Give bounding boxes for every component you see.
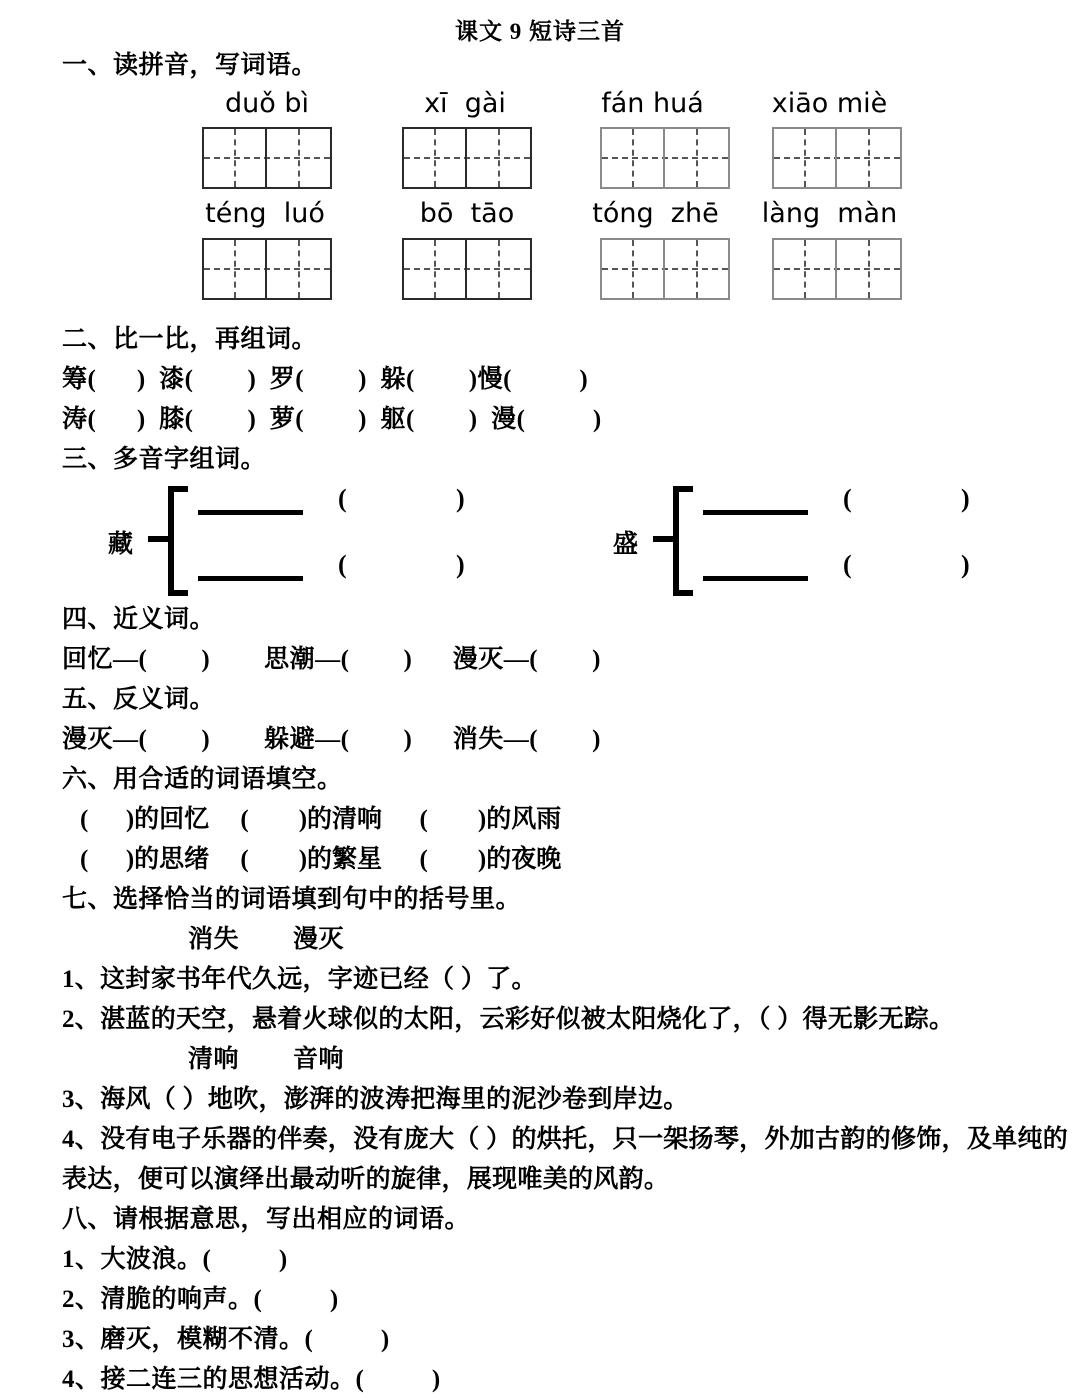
answer-line bbox=[198, 510, 303, 515]
bracket-tick bbox=[653, 536, 675, 542]
section-8-question-3: 3、磨灭，模糊不清。( ) bbox=[62, 1326, 390, 1353]
section-8-question-1: 1、大波浪。( ) bbox=[62, 1246, 288, 1273]
section-6-row-2: ( )的思绪 ( )的繁星 ( )的夜晚 bbox=[80, 846, 562, 873]
section-1-heading: 一、读拼音，写词语。 bbox=[62, 52, 318, 79]
section-2-heading: 二、比一比，再组词。 bbox=[62, 326, 318, 353]
tianzige-box bbox=[402, 127, 532, 189]
pinyin-label: duǒ bì bbox=[225, 88, 309, 119]
section-7-choices-1: 消失 漫灭 bbox=[188, 926, 345, 953]
section-7-question-1: 1、这封家书年代久远，字迹已经（ ）了。 bbox=[62, 966, 537, 993]
section-6-heading: 六、用合适的词语填空。 bbox=[62, 766, 343, 793]
answer-paren-close: ) bbox=[456, 550, 465, 579]
answer-paren-open: ( bbox=[338, 550, 347, 579]
answer-paren-open: ( bbox=[843, 550, 852, 579]
answer-paren-open: ( bbox=[843, 484, 852, 513]
section-2-row-1: 筹( ) 漆( ) 罗( ) 躲( )慢( ) bbox=[62, 366, 589, 393]
page-title: 课文 9 短诗三首 bbox=[455, 19, 625, 44]
polyphone-char-right: 盛 bbox=[613, 531, 639, 558]
section-2-row-2: 涛( ) 膝( ) 萝( ) 躯( ) 漫( ) bbox=[62, 406, 602, 433]
section-8-question-2: 2、清脆的响声。( ) bbox=[62, 1286, 339, 1313]
polyphone-char-left: 藏 bbox=[108, 531, 134, 558]
pinyin-grid-block bbox=[0, 88, 1080, 320]
bracket-tick bbox=[148, 536, 170, 542]
section-7-choices-2: 清响 音响 bbox=[188, 1046, 345, 1073]
answer-paren-close: ) bbox=[961, 550, 970, 579]
answer-line bbox=[703, 510, 808, 515]
tianzige-box bbox=[600, 127, 730, 189]
answer-paren-open: ( bbox=[338, 484, 347, 513]
tianzige-box bbox=[772, 238, 902, 300]
pinyin-label: tóng zhē bbox=[592, 198, 719, 229]
section-8-question-4: 4、接二连三的思想活动。( ) bbox=[62, 1366, 441, 1393]
section-5-heading: 五、反义词。 bbox=[62, 686, 216, 713]
polyphone-bracket-block bbox=[0, 480, 1080, 600]
section-7-heading: 七、选择恰当的词语填到句中的括号里。 bbox=[62, 886, 522, 913]
section-7-question-2: 2、湛蓝的天空，悬着火球似的太阳，云彩好似被太阳烧化了，（ ）得无影无踪。 bbox=[62, 1006, 955, 1033]
section-7-question-3: 3、海风（ ）地吹，澎湃的波涛把海里的泥沙卷到岸边。 bbox=[62, 1086, 689, 1113]
answer-line bbox=[198, 576, 303, 581]
tianzige-box bbox=[402, 238, 532, 300]
pinyin-label: bō tāo bbox=[419, 198, 515, 229]
pinyin-label: xiāo miè bbox=[771, 88, 888, 119]
tianzige-box bbox=[600, 238, 730, 300]
tianzige-box bbox=[772, 127, 902, 189]
section-4-row-1: 回忆—( ) 思潮—( ) 漫灭—( ) bbox=[62, 646, 601, 673]
pinyin-label: fán huá bbox=[601, 88, 704, 119]
section-6-row-1: ( )的回忆 ( )的清响 ( )的风雨 bbox=[80, 806, 562, 833]
pinyin-label: xī gài bbox=[424, 88, 506, 119]
tianzige-box bbox=[202, 238, 332, 300]
brace-right bbox=[673, 486, 693, 596]
section-5-row-1: 漫灭—( ) 躲避—( ) 消失—( ) bbox=[62, 726, 601, 753]
pinyin-label: làng màn bbox=[761, 198, 898, 229]
brace-left bbox=[168, 486, 188, 596]
answer-paren-close: ) bbox=[961, 484, 970, 513]
pinyin-label: téng luó bbox=[205, 198, 325, 229]
answer-paren-close: ) bbox=[456, 484, 465, 513]
section-3-heading: 三、多音字组词。 bbox=[62, 446, 267, 473]
tianzige-box bbox=[202, 127, 332, 189]
section-4-heading: 四、近义词。 bbox=[62, 606, 216, 633]
answer-line bbox=[703, 576, 808, 581]
section-7-question-4: 4、没有电子乐器的伴奏，没有庞大（ ）的烘托，只一架扬琴，外加古韵的修饰，及单纯的表达，便可以演绎出最动听的旋律，展现唯美的风韵。 bbox=[62, 1126, 1069, 1193]
section-8-heading: 八、请根据意思，写出相应的词语。 bbox=[62, 1206, 471, 1233]
